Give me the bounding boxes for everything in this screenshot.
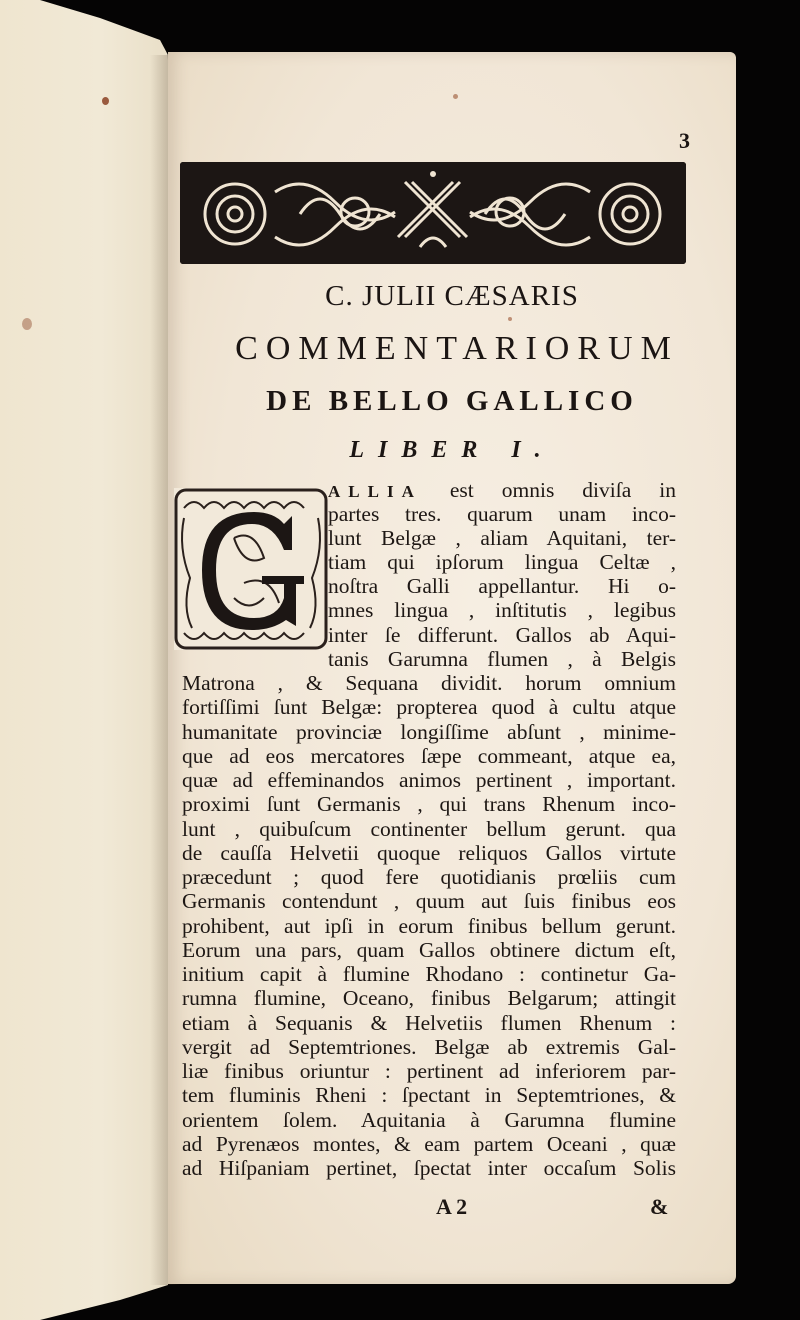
- text-line: fortiſſimi ſunt Belgæ: propterea quod à cultu atque: [182, 695, 676, 719]
- title-work: COMMENTARIORUM: [235, 330, 679, 367]
- text-line: rumna flumine, Oceano, finibus Belgarum; attingit: [182, 986, 676, 1010]
- text-line: noſtra Galli appellantur. Hi o-: [328, 574, 676, 598]
- foxing-spot: [508, 317, 512, 321]
- title-author: C. JULII CÆSARIS: [325, 280, 579, 312]
- text-line: ad Pyrenæos montes, & eam partem Oceani , quæ: [182, 1132, 676, 1156]
- foxing-spot: [102, 97, 109, 105]
- text-line: lunt Belgæ , aliam Aquitani, ter-: [328, 526, 676, 550]
- text-line: mnes lingua , inſtitutis , legibus: [328, 598, 676, 622]
- text-line: prohibent, aut ipſi in eorum finibus bellum gerunt.: [182, 914, 676, 938]
- text-line: que ad eos mercatores ſæpe commeant, atque ea,: [182, 744, 676, 768]
- text-line: orientem ſolem. Aquitania à Garumna flumine: [182, 1108, 676, 1132]
- text-line: quæ ad effeminandos animos pertinent , important.: [182, 768, 676, 792]
- text-line: ALLIA est omnis diviſa in: [328, 478, 676, 502]
- signature-mark: A 2: [436, 1194, 468, 1219]
- text-line: tem fluminis Rheni : ſpectant in Septemtriones, &: [182, 1083, 676, 1107]
- text-line: Germanis contendunt , quum aut ſuis finibus eos: [182, 889, 676, 913]
- text-line: inter ſe differunt. Gallos ab Aqui-: [328, 623, 676, 647]
- text-line: liæ finibus oriuntur : pertinent ad inferiorem par-: [182, 1059, 676, 1083]
- decorated-initial-g: [174, 488, 328, 650]
- initial-letter-g-icon: [174, 488, 328, 650]
- text-line: humanitate provinciæ longiſſime abſunt , minime-: [182, 720, 676, 744]
- first-word: ALLIA: [328, 482, 422, 501]
- foxing-spot: [453, 94, 458, 99]
- text-line: Matrona , & Sequana dividit. horum omnium: [182, 671, 676, 695]
- text-line: præcedunt ; quod fere quotidianis prœliis cum: [182, 865, 676, 889]
- text-line: proximi ſunt Germanis , qui trans Rhenum inco-: [182, 792, 676, 816]
- text-line: de cauſſa Helvetii quoque reliquos Gallos virtute: [182, 841, 676, 865]
- foxing-spot: [22, 318, 32, 330]
- ornament-scroll-icon: [180, 162, 686, 264]
- book-page: [168, 52, 736, 1284]
- text-line: tanis Garumna flumen , à Belgis: [328, 647, 676, 671]
- text-line: partes tres. quarum unam inco-: [328, 502, 676, 526]
- page-number: 3: [679, 128, 690, 153]
- catchword: &: [650, 1194, 669, 1219]
- text-line: lunt , quibuſcum continenter bellum gerunt. qua: [182, 817, 676, 841]
- text-line: etiam à Sequanis & Helvetiis flumen Rhenum :: [182, 1011, 676, 1035]
- text-line: tiam qui ipſorum lingua Celtæ ,: [328, 550, 676, 574]
- title-book-number: LIBER I.: [349, 437, 555, 463]
- text-line: initium capit à flumine Rhodano : continetur Ga-: [182, 962, 676, 986]
- facing-page-left: [0, 0, 168, 1320]
- text-line: ad Hiſpaniam pertinet, ſpectat inter occaſum Solis: [182, 1156, 676, 1180]
- text-line: Eorum una pars, quam Gallos obtinere dictum eſt,: [182, 938, 676, 962]
- title-subject: DE BELLO GALLICO: [266, 385, 638, 417]
- ornamental-headpiece: [180, 162, 686, 264]
- text-line: vergit ad Septemtriones. Belgæ ab extremis Gal-: [182, 1035, 676, 1059]
